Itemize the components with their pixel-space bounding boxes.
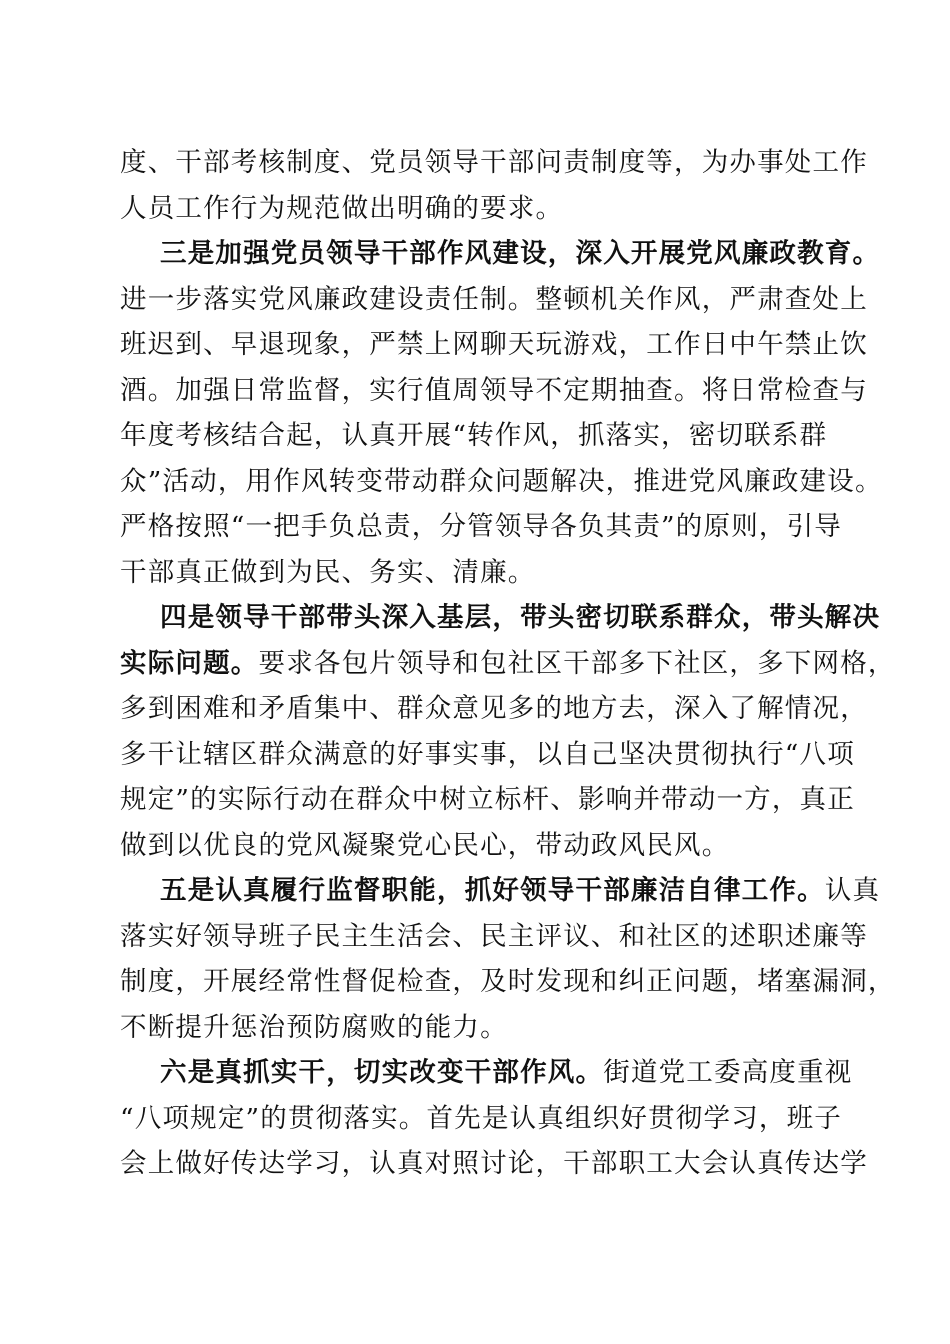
text-line: “八项规定”的贯彻落实。首先是认真组织好贯彻学习，班子 (120, 1102, 842, 1134)
text-line: 多到困难和矛盾集中、群众意见多的地方去，深入了解情况， (120, 693, 868, 724)
paragraph-heading-6: 六是真抓实干，切实改变干部作风。街道党工委高度重视 (160, 1057, 853, 1088)
text-line: 不断提升惩治预防腐败的能力。 (120, 1011, 508, 1043)
text-line: 酒。加强日常监督，实行值周领导不定期抽查。将日常检查与 (120, 374, 868, 406)
text-line: 干部真正做到为民、务实、清廉。 (120, 556, 536, 588)
text-line: 进一步落实党风廉政建设责任制。整顿机关作风，严肃查处上 (120, 283, 868, 315)
text-line: 实际问题。要求各包片领导和包社区干部多下社区，多下网格， (120, 647, 896, 679)
paragraph-heading-3: 三是加强党员领导干部作风建设，深入开展党风廉政教育。 (160, 238, 881, 269)
paragraph-heading-4: 四是领导干部带头深入基层，带头密切联系群众，带头解决 (160, 602, 881, 633)
text-line: 严格按照“一把手负总责，分管领导各负其责”的原则，引导 (120, 511, 842, 542)
text-line: 度、干部考核制度、党员领导干部问责制度等，为办事处工作 (120, 147, 868, 178)
body-text (120, 140, 896, 1187)
text-line: 规定”的实际行动在群众中树立标杆、影响并带动一方，真正 (120, 784, 855, 815)
text-line: 人员工作行为规范做出明确的要求。 (120, 192, 564, 224)
text-line: 班迟到、早退现象，严禁上网聊天玩游戏，工作日中午禁止饮 (120, 329, 868, 360)
text-line: 年度考核结合起，认真开展“转作风，抓落实，密切联系群 (120, 420, 828, 451)
text-line: 会上做好传达学习，认真对照讨论，干部职工大会认真传达学 (120, 1148, 868, 1179)
text-line: 制度，开展经常性督促检查，及时发现和纠正问题，堵塞漏洞， (120, 966, 896, 997)
text-line: 众”活动，用作风转变带动群众问题解决，推进党风廉政建设。 (120, 465, 883, 497)
text-line: 落实好领导班子民主生活会、民主评议、和社区的述职述廉等 (120, 920, 868, 952)
text-line: 多干让辖区群众满意的好事实事，以自己坚决贯彻执行“八项 (120, 738, 855, 770)
text-line: 做到以优良的党风凝聚党心民心，带动政风民风。 (120, 829, 730, 861)
paragraph-heading-5: 五是认真履行监督职能，抓好领导干部廉洁自律工作。认真 (160, 875, 881, 906)
